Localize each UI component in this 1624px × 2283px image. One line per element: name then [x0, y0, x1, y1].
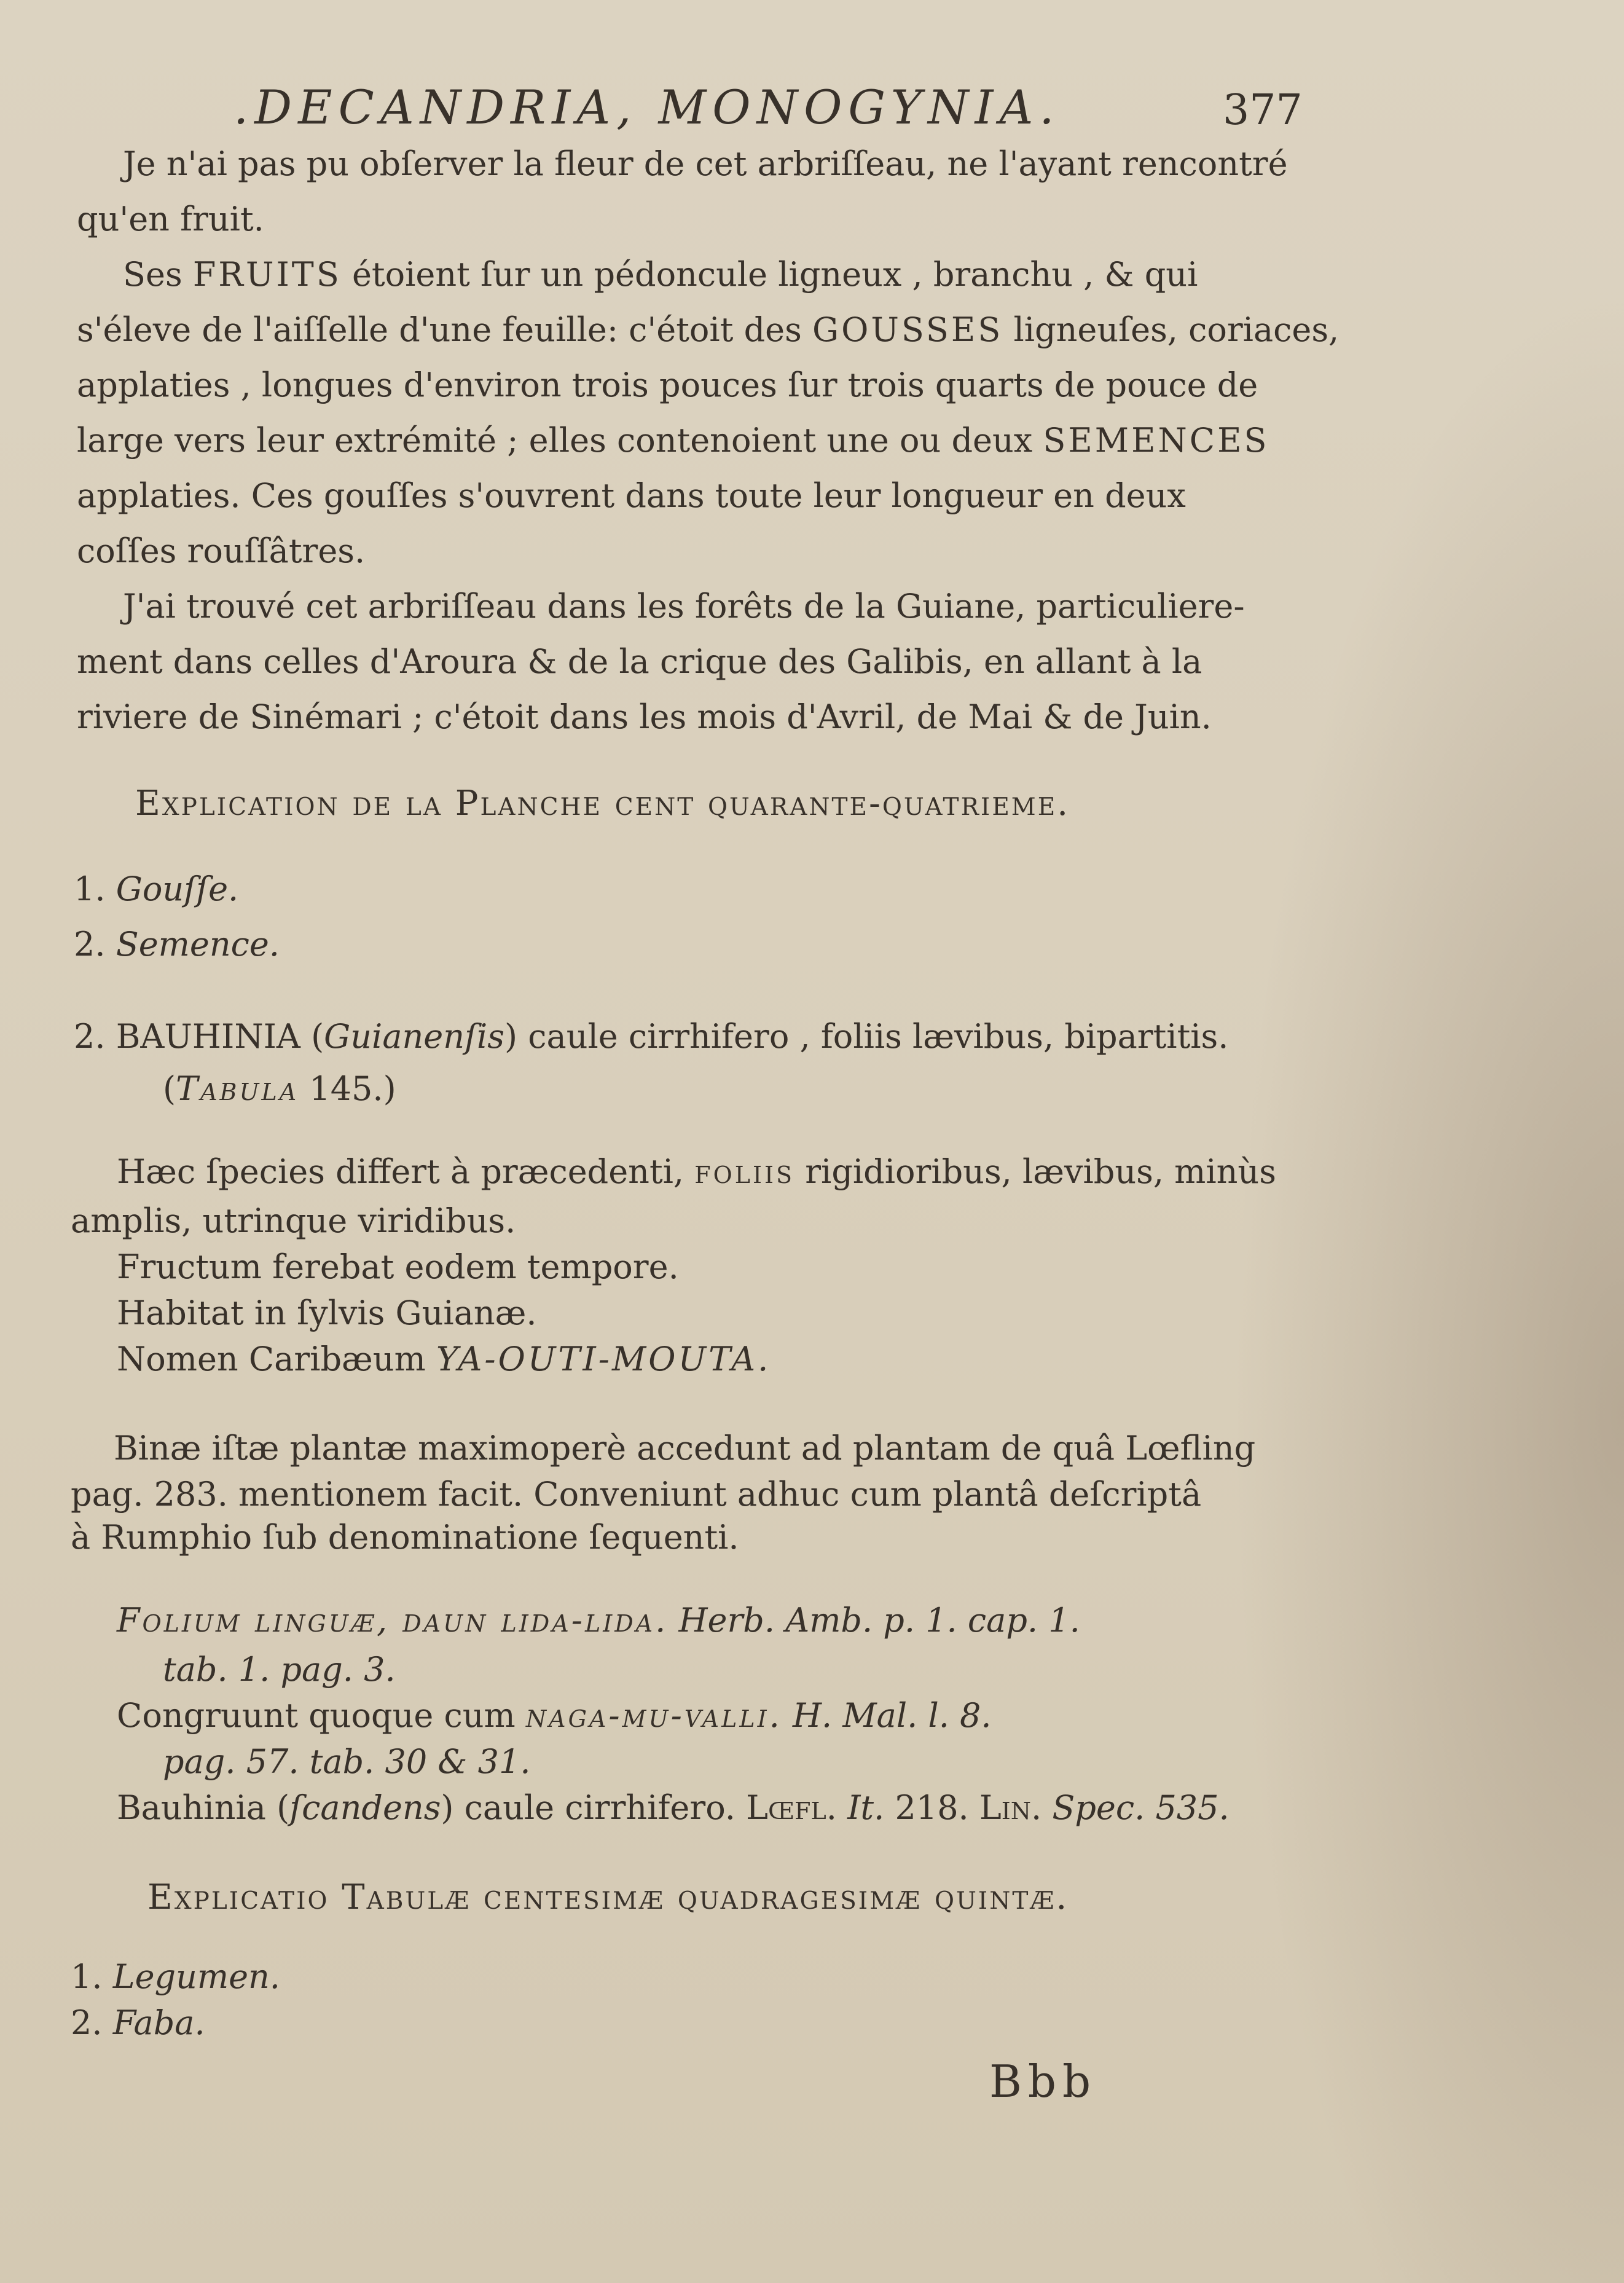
author-abbrev: Lœfl. — [746, 1788, 837, 1827]
french-p2-line-4 — [77, 421, 1269, 460]
explication1-item-1 — [74, 870, 239, 908]
item-number: 1. — [74, 870, 106, 908]
explication1-item-2 — [74, 925, 280, 964]
french-p3-line-1: J'ai trouvé cet arbriſſeau dans les forêts de la Guiane, particuliere- — [123, 587, 1245, 626]
french-p2-line-2 — [77, 310, 1340, 349]
term-foliis: foliis — [694, 1152, 795, 1191]
latin-p5-line-1: Binæ iſtæ plantæ maximoperè accedunt ad plantam de quâ Lœfling — [114, 1429, 1256, 1468]
species-number: 2. — [74, 1017, 106, 1056]
latin-p5-line-2: pag. 283. mentionem facit. Conveniunt adhuc cum plantâ deſcriptâ — [71, 1475, 1202, 1514]
item-label: Semence. — [116, 925, 280, 964]
explication2-item-1 — [71, 1957, 280, 1996]
latin-p1-line-1 — [117, 1152, 1276, 1191]
item-number: 2. — [74, 925, 106, 964]
reference-source: It. — [836, 1788, 885, 1827]
french-p2-line-1 — [123, 255, 1198, 294]
text-segment: ) caule cirrhifero. — [441, 1788, 747, 1827]
reference-name: naga-mu-valli. — [525, 1696, 782, 1735]
reference-source: H. Mal. l. 8. — [782, 1696, 992, 1735]
carib-name: YA-OUTI-MOUTA. — [436, 1340, 771, 1378]
item-label: Faba. — [112, 2003, 205, 2042]
reference-source: Spec. 535. — [1041, 1788, 1230, 1827]
french-p3-line-2: ment dans celles d'Aroura & de la crique des Galibis, en allant à la — [77, 642, 1202, 681]
text-segment: étoient ſur un pédoncule ligneux , branchu , & qui — [341, 255, 1198, 294]
text-segment: Hæc ſpecies differt à præcedenti, — [117, 1152, 695, 1191]
reference-2-line-1 — [117, 1696, 992, 1735]
author-abbrev: Lin. — [979, 1788, 1042, 1827]
latin-p3: Habitat in ſylvis Guianæ. — [117, 1294, 537, 1332]
latin-p4 — [117, 1340, 771, 1378]
french-p2-line-3: applaties , longues d'environ trois pouces ſur trois quarts de pouce de — [77, 366, 1258, 404]
reference-1-line-2: tab. 1. pag. 3. — [163, 1650, 396, 1689]
genus-name: BAUHINIA — [116, 1017, 300, 1056]
explication-heading-2: Explicatio Tabulæ centesimæ quadragesimæ quintæ. — [147, 1877, 1069, 1917]
reference-3 — [117, 1788, 1230, 1827]
french-p3-line-3: riviere de Sinémari ; c'étoit dans les mois d'Avril, de Mai & de Juin. — [77, 697, 1212, 736]
reference-name: Folium linguæ, daun lida-lida. — [117, 1601, 669, 1640]
species-epithet: Guianenſis — [324, 1017, 505, 1056]
species-epithet: ſcandens — [289, 1788, 441, 1827]
text-segment: s'éleve de l'aiſſelle d'une feuille: c'étoit des — [77, 310, 812, 349]
item-label: Legumen. — [112, 1957, 280, 1996]
term-fruits: FRUITS — [192, 255, 342, 294]
text-segment: Congruunt quoque cum — [117, 1696, 526, 1735]
reference-source: Herb. Amb. p. 1. cap. 1. — [668, 1601, 1080, 1640]
text-segment: rigidioribus, lævibus, minùs — [794, 1152, 1276, 1191]
reference-2-line-2: pag. 57. tab. 30 & 31. — [163, 1742, 531, 1781]
explication-heading-1: Explication de la Planche cent quarante-quatrieme. — [135, 784, 1070, 823]
text-segment: Ses — [123, 255, 193, 294]
text-segment: 218. — [884, 1788, 979, 1827]
french-p1-line-1: Je n'ai pas pu obſerver la fleur de cet arbriſſeau, ne l'ayant rencontré — [123, 144, 1288, 183]
tabula-label: Tabula — [176, 1069, 299, 1108]
term-semences: SEMENCES — [1043, 421, 1269, 460]
term-gousses: GOUSSES — [812, 310, 1003, 349]
species-heading: 2. BAUHINIA (Guianenſis) caule cirrhifero , foliis lævibus, bipartitis. — [74, 1017, 1229, 1056]
paren: ( — [163, 1069, 176, 1108]
latin-p1-line-2: amplis, utrinque viridibus. — [71, 1201, 516, 1240]
running-head: .DECANDRIA, MONOGYNIA. — [233, 80, 1061, 135]
signature-mark: Bbb — [989, 2056, 1097, 2107]
french-p2-line-6: coſſes rouſſâtres. — [77, 532, 366, 570]
text-segment: ligneuſes, coriaces, — [1003, 310, 1340, 349]
text-segment: large vers leur extrémité ; elles contenoient une ou deux — [77, 421, 1043, 460]
text-segment: Bauhinia ( — [117, 1788, 290, 1827]
item-label: Gouſſe. — [116, 870, 239, 908]
french-p2-line-5: applaties. Ces gouſſes s'ouvrent dans toute leur longueur en deux — [77, 476, 1186, 515]
latin-p2: Fructum ferebat eodem tempore. — [117, 1248, 679, 1286]
page-number: 377 — [1223, 86, 1303, 135]
item-number: 1. — [71, 1957, 103, 1996]
latin-p5-line-3: à Rumphio ſub denominatione ſequenti. — [71, 1518, 739, 1557]
reference-1-line-1 — [117, 1601, 1080, 1640]
paren: ) — [383, 1069, 396, 1108]
species-description: caule cirrhifero , foliis lævibus, bipartitis. — [517, 1017, 1229, 1056]
tabula-reference — [163, 1069, 396, 1108]
explication2-item-2 — [71, 2003, 205, 2042]
text-segment: Nomen Caribæum — [117, 1340, 436, 1378]
item-number: 2. — [71, 2003, 103, 2042]
french-p1-line-2: qu'en fruit. — [77, 200, 264, 238]
tabula-number: 145. — [299, 1069, 383, 1108]
